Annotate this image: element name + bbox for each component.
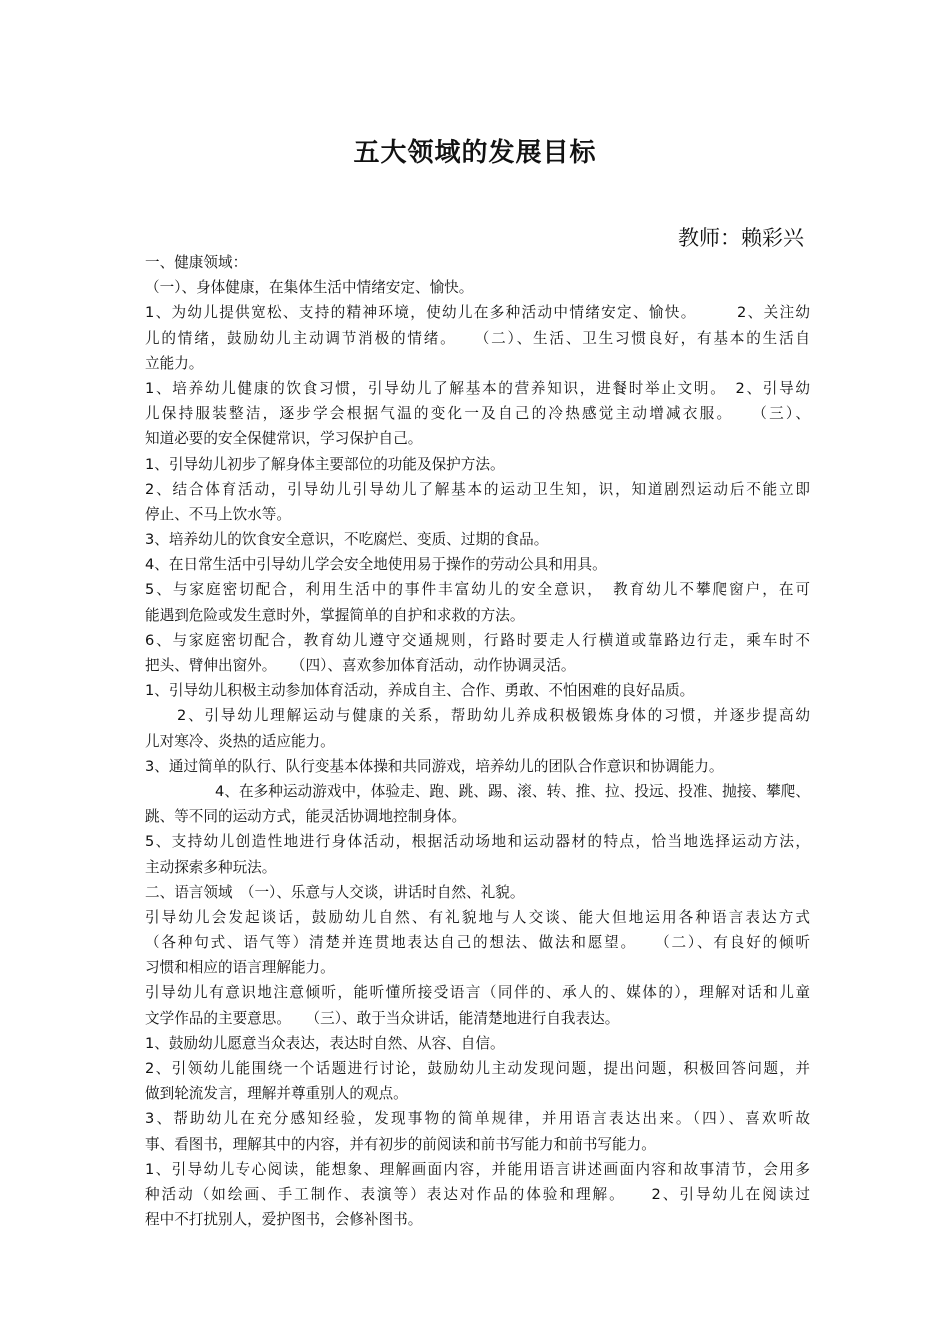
teacher-name: 教师：赖彩兴 xyxy=(678,226,804,250)
body-line: 1、为幼儿提供宽松、支持的精神环境，使幼儿在多种活动中情绪安定、愉快。 2、关注幼 xyxy=(145,304,810,322)
body-line: 2、引领幼儿能围绕一个话题进行讨论，鼓励幼儿主动发现问题，提出问题，积极回答问题，并 xyxy=(145,1060,810,1077)
body-line: 引导幼儿会发起谈话，鼓励幼儿自然、有礼貌地与人交谈、能大但地运用各种语言表达方式 xyxy=(145,908,810,926)
body-line: 事、看图书，理解其中的内容，并有初步的前阅读和前书写能力和前书写能力。 xyxy=(145,1135,656,1153)
body-line: 程中不打扰别人，爱护图书，会修补图书。 xyxy=(145,1211,423,1229)
body-line: 儿的情绪，鼓励幼儿主动调节消极的情绪。 （二）、生活、卫生习惯良好，有基本的生活自 xyxy=(145,329,810,347)
body-line: 3、帮助幼儿在充分感知经验，发现事物的简单规律，并用语言表达出来。（四）、喜欢听故 xyxy=(145,1110,810,1128)
body-line: 儿保持服装整洁，逐步学会根据气温的变化一及自己的冷热感觉主动增减衣服。 （三）、 xyxy=(145,405,810,423)
body-line: 能遇到危险或发生意时外，掌握简单的自护和求救的方法。 xyxy=(145,606,525,624)
body-line: 停止、不马上饮水等。 xyxy=(145,505,291,523)
body-line: （各种句式、语气等）清楚并连贯地表达自己的想法、做法和愿望。 （二）、有良好的倾听 xyxy=(145,934,810,952)
body-line: 1、鼓励幼儿愿意当众表达，表达时自然、从容、自信。 xyxy=(145,1034,505,1052)
body-line: 跳、等不同的运动方式，能灵活协调地控制身体。 xyxy=(145,808,467,826)
body-line: 1、引导幼儿专心阅读，能想象、理解画面内容，并能用语言讲述画面内容和故事清节，会用多 xyxy=(145,1160,810,1178)
body-line: 4、在日常生活中引导幼儿学会安全地使用易于操作的劳动公具和用具。 xyxy=(145,556,607,574)
body-line: 一、健康领域： xyxy=(145,254,248,271)
body-line: 5、支持幼儿创造性地进行身体活动，根据活动场地和运动器材的特点，恰当地选择运动方法， xyxy=(145,833,810,851)
body-line: 文学作品的主要意思。 （三）、敢于当众讲话，能清楚地进行自我表达。 xyxy=(145,1009,620,1027)
body-line: 引导幼儿有意识地注意倾听，能听懂所接受语言（同伴的、承人的、媒体的），理解对话和儿童 xyxy=(145,984,810,1002)
body-line: 3、通过简单的队行、队行变基本体操和共同游戏，培养幼儿的团队合作意识和协调能力。 xyxy=(145,757,724,775)
body-line: 种活动（如绘画、手工制作、表演等）表达对作品的体验和理解。 2、引导幼儿在阅读过 xyxy=(145,1185,810,1203)
body-line: 3、培养幼儿的饮食安全意识，不吃腐烂、变质、过期的食品。 xyxy=(145,531,549,549)
document-body xyxy=(145,250,810,1232)
body-line: 2、结合体育活动，引导幼儿引导幼儿了解基本的运动卫生知，识，知道剧烈运动后不能立即 xyxy=(145,480,810,498)
body-line: 习惯和相应的语言理解能力。 xyxy=(145,959,335,977)
document-title: 五大领域的发展目标 xyxy=(353,138,597,168)
body-line: 1、引导幼儿初步了解身体主要部位的功能及保护方法。 xyxy=(145,455,505,473)
body-line: 1、培养幼儿健康的饮食习惯，引导幼儿了解基本的营养知识，进餐时举止文明。 2、引导幼 xyxy=(145,379,810,397)
body-line: （一）、身体健康，在集体生活中情绪安定、愉快。 xyxy=(145,279,474,297)
body-line: 6、与家庭密切配合，教育幼儿遵守交通规则，行路时要走人行横道或靠路边行走，乘车时不 xyxy=(145,631,810,649)
body-line: 主动探索多种玩法。 xyxy=(145,858,277,876)
body-line: 知道必要的安全保健常识，学习保护自己。 xyxy=(145,430,423,448)
body-line: 二、语言领域 （一）、乐意与人交谈，讲话时自然、礼貌。 xyxy=(145,883,525,901)
body-line: 4、在多种运动游戏中，体验走、跑、跳、踢、滚、转、推、拉、投远、投准、抛接、攀爬、 xyxy=(215,782,810,800)
body-line: 儿对寒冷、炎热的适应能力。 xyxy=(145,732,335,750)
body-line: 做到轮流发言，理解并尊重别人的观点。 xyxy=(145,1085,408,1103)
body-line: 立能力。 xyxy=(145,354,204,372)
body-line: 2、引导幼儿理解运动与健康的关系，帮助幼儿养成积极锻炼身体的习惯，并逐步提高幼 xyxy=(177,707,810,725)
body-line: 5、与家庭密切配合，利用生活中的事件丰富幼儿的安全意识， 教育幼儿不攀爬窗户，在可 xyxy=(145,581,810,599)
body-line: 把头、臂伸出窗外。 （四）、喜欢参加体育活动，动作协调灵活。 xyxy=(145,657,576,674)
body-line: 1、引导幼儿积极主动参加体育活动，养成自主、合作、勇敢、不怕困难的良好品质。 xyxy=(145,682,695,700)
